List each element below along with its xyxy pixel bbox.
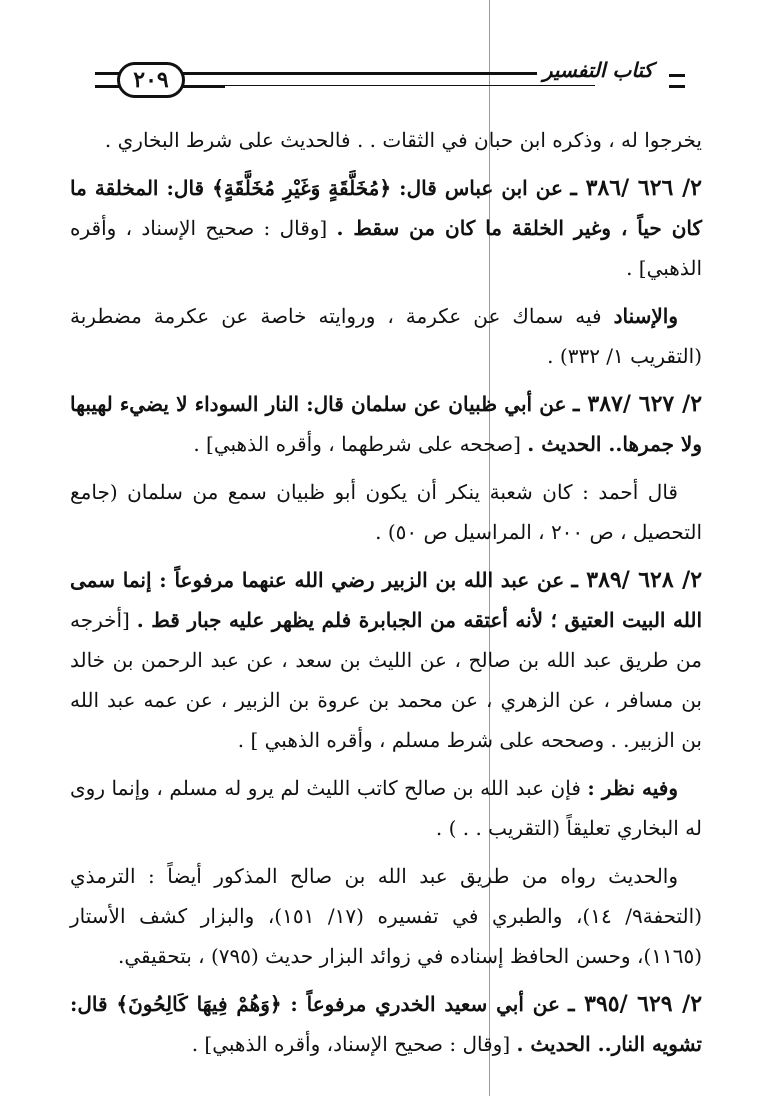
page-body [70,120,702,1072]
hadith-entry-387 [70,384,702,464]
hadith-text: عن عبد الله بن الزبير رضي الله عنهما مرفوعاً : إنما سمى الله البيت العتيق ؛ لأنه أعتقه من الجبابرة فلم يظهر عليه جبار قط . [70,568,703,632]
hadith-text: عن ابن عباس قال: ﴿مُخَلَّقَةٍ وَغَيْرِ مُخَلَّقَةٍ﴾ قال: المخلقة ما كان حياً ، وغير الخلقة ما كان من سقط . [70,176,703,240]
paragraph-1 [70,120,702,160]
page-number: ٢٠٩ [117,62,185,98]
hadith-grading: [أخرجه من طريق عبد الله بن صالح ، عن الليث بن سعد ، عن عبد الرحمن بن خالد بن مسافر ، عن الزهري ، عن محمد بن عروة بن الزبير ، عن عمه عبد الله بن الزبير. . وصححه على شرط مسلم ، وأقره الذهبي ] . [70,608,702,752]
hadith-reference: ٢/ ٦٢٦ /٣٨٦ ـ [570,175,702,201]
commentary-paragraph [70,296,702,376]
book-title: كتاب التفسير [537,58,659,82]
paragraph-text: يخرجوا له ، وذكره ابن حبان في الثقات . . فالحديث على شرط البخاري . [104,128,702,152]
page-header [95,58,685,102]
hadith-reference: ٢/ ٦٢٩ /٣٩٥ ـ [568,991,703,1017]
hadith-grading: [وقال : صحيح الإسناد، وأقره الذهبي] . [191,1032,511,1056]
hadith-entry-389 [70,560,702,760]
hadith-grading: [صححه على شرطهما ، وأقره الذهبي] . [193,432,521,456]
commentary-paragraph [70,472,702,552]
commentary-text: قال أحمد : كان شعبة ينكر أن يكون أبو ظبيان سمع من سلمان (جامع التحصيل ، ص ٢٠٠ ، المراسيل ص ٥٠) . [70,480,702,544]
hadith-text: عن أبي ظبيان عن سلمان قال: النار السوداء لا يضيء لهيبها ولا جمرها.. الحديث . [70,392,702,456]
hadith-entry-395 [70,984,702,1064]
hadith-text: عن أبي سعيد الخدري مرفوعاً : ﴿وَهُمْ فِيهَا كَالِحُونَ﴾ قال: تشويه النار.. الحديث . [70,992,702,1056]
commentary-text: فإن عبد الله بن صالح كاتب الليث لم يرو له مسلم ، وإنما روى له البخاري تعليقاً (التقريب . . ) . [70,776,702,840]
hadith-entry-386 [70,168,702,288]
commentary-paragraph [70,856,702,976]
commentary-text: فيه سماك عن عكرمة ، وروايته خاصة عن عكرمة مضطربة (التقريب ١/ ٣٣٢) . [70,304,702,368]
header-rule [165,72,595,86]
hadith-grading: [وقال : صحيح الإسناد ، وأقره الذهبي] . [70,216,702,280]
commentary-lead: والإسناد [613,304,678,328]
commentary-text: والحديث رواه من طريق عبد الله بن صالح المذكور أيضاً : الترمذي (التحفة٩/ ١٤)، والطبري في تفسيره (١٧/ ١٥١)، والبزار كشف الأستار (١١٦٥)، وحسن الحافظ إسناده في زوائد البزار حديث (٧٩٥) ، بتحقيقي. [70,864,703,968]
hadith-reference: ٢/ ٦٢٨ /٣٨٩ ـ [571,567,703,593]
commentary-lead: وفيه نظر : [587,776,679,800]
header-rule-right [669,74,685,88]
commentary-paragraph [70,768,702,848]
hadith-reference: ٢/ ٦٢٧ /٣٨٧ ـ [573,391,703,417]
